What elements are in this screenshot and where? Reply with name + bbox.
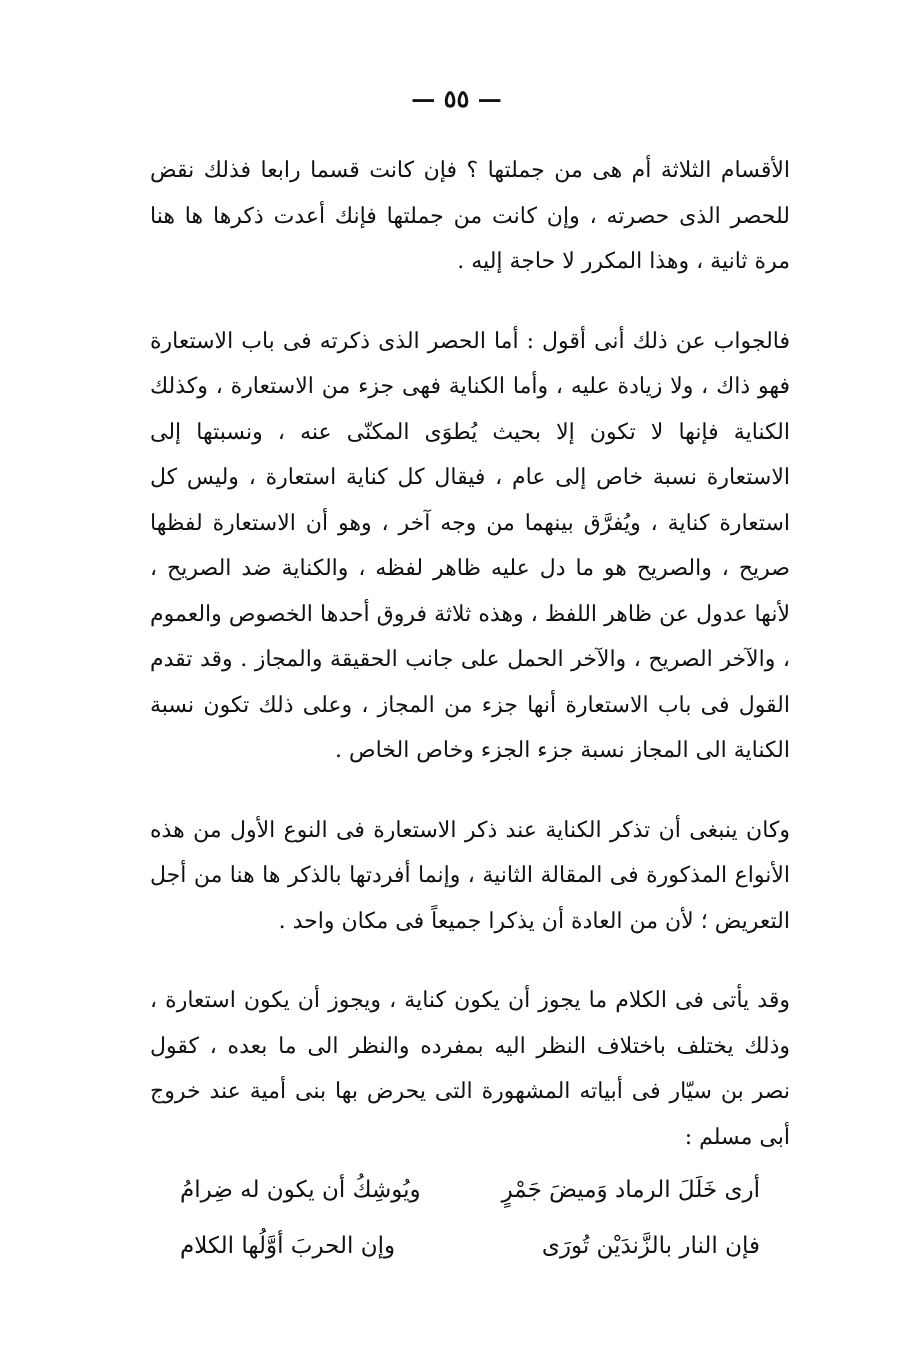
paragraph-continuation: الأقسام الثلاثة أم هى من جملتها ؟ فإن كانت قسما رابعا فذلك نقض للحصر الذى حصرته ، وإن كانت من جملتها فإنك أعدت ذكرها ها هنا مرة ثانية ، وهذا المكرر لا حاجة إليه . [150,158,790,274]
page-number: — ٥٥ — [411,84,502,113]
paragraph-note: وكان ينبغى أن تذكر الكناية عند ذكر الاستعارة فى النوع الأول من هذه الأنواع المذكورة فى المقالة الثانية ، وإنما أفردتها بالذكر ها هنا من أجل التعريض ؛ لأن من العادة أن يذكرا جميعاً فى مكان واحد . [150,817,790,934]
paragraph-gap [150,944,790,978]
body-text [150,148,790,1160]
poem-first-hemistich: أرى خَلَلَ الرماد وَميضَ جَمْرٍ [501,1177,760,1203]
poem-second-hemistich: ويُوشِكُ أن يكون له ضِرامُ [180,1177,421,1203]
paragraph-example: وقد يأتى فى الكلام ما يجوز أن يكون كناية ، ويجوز أن يكون استعارة ، وذلك يختلف باختلاف النظر اليه بمفرده والنظر الى ما بعده ، كقول نصر بن سيّار فى أبياته المشهورة التى يحرض بها بنى أمية عند خروج أبى مسلم : [150,988,790,1150]
paragraph-gap [150,285,790,319]
poem-second-hemistich: وإن الحربَ أوَّلُها الكلام [180,1233,396,1259]
poem [180,1162,760,1274]
poem-verse [180,1218,760,1274]
paragraph-gap [150,774,790,808]
poem-verse [180,1162,760,1218]
poem-first-hemistich: فإن النار بالزَّندَيْن تُورَى [541,1233,760,1259]
paragraph-answer: فالجواب عن ذلك أنى أقول : أما الحصر الذى ذكرته فى باب الاستعارة فهو ذاك ، ولا زيادة عليه ، وأما الكناية فهى جزء من الاستعارة ، وكذلك الكناية فإنها لا تكون إلا بحيث يُطوَى المكنّى عنه ، ونسبتها إلى الاستعارة نسبة خاص إلى عام ، فيقال كل كناية استعارة ، وليس كل استعارة كناية ، ويُفرَّق بينهما من وجه آخر ، وهو أن الاستعارة لفظها صريح ، والصريح هو ما دل عليه ظاهر لفظه ، والكناية ضد الصريح ، لأنها عدول عن ظاهر اللفظ ، وهذه ثلاثة فروق أحدها الخصوص والعموم ، والآخر الصريح ، والآخر الحمل على جانب الحقيقة والمجاز . وقد تقدم القول فى باب الاستعارة أنها جزء من المجاز ، وعلى ذلك تكون نسبة الكناية الى المجاز نسبة جزء الجزء وخاص الخاص . [150,328,790,763]
